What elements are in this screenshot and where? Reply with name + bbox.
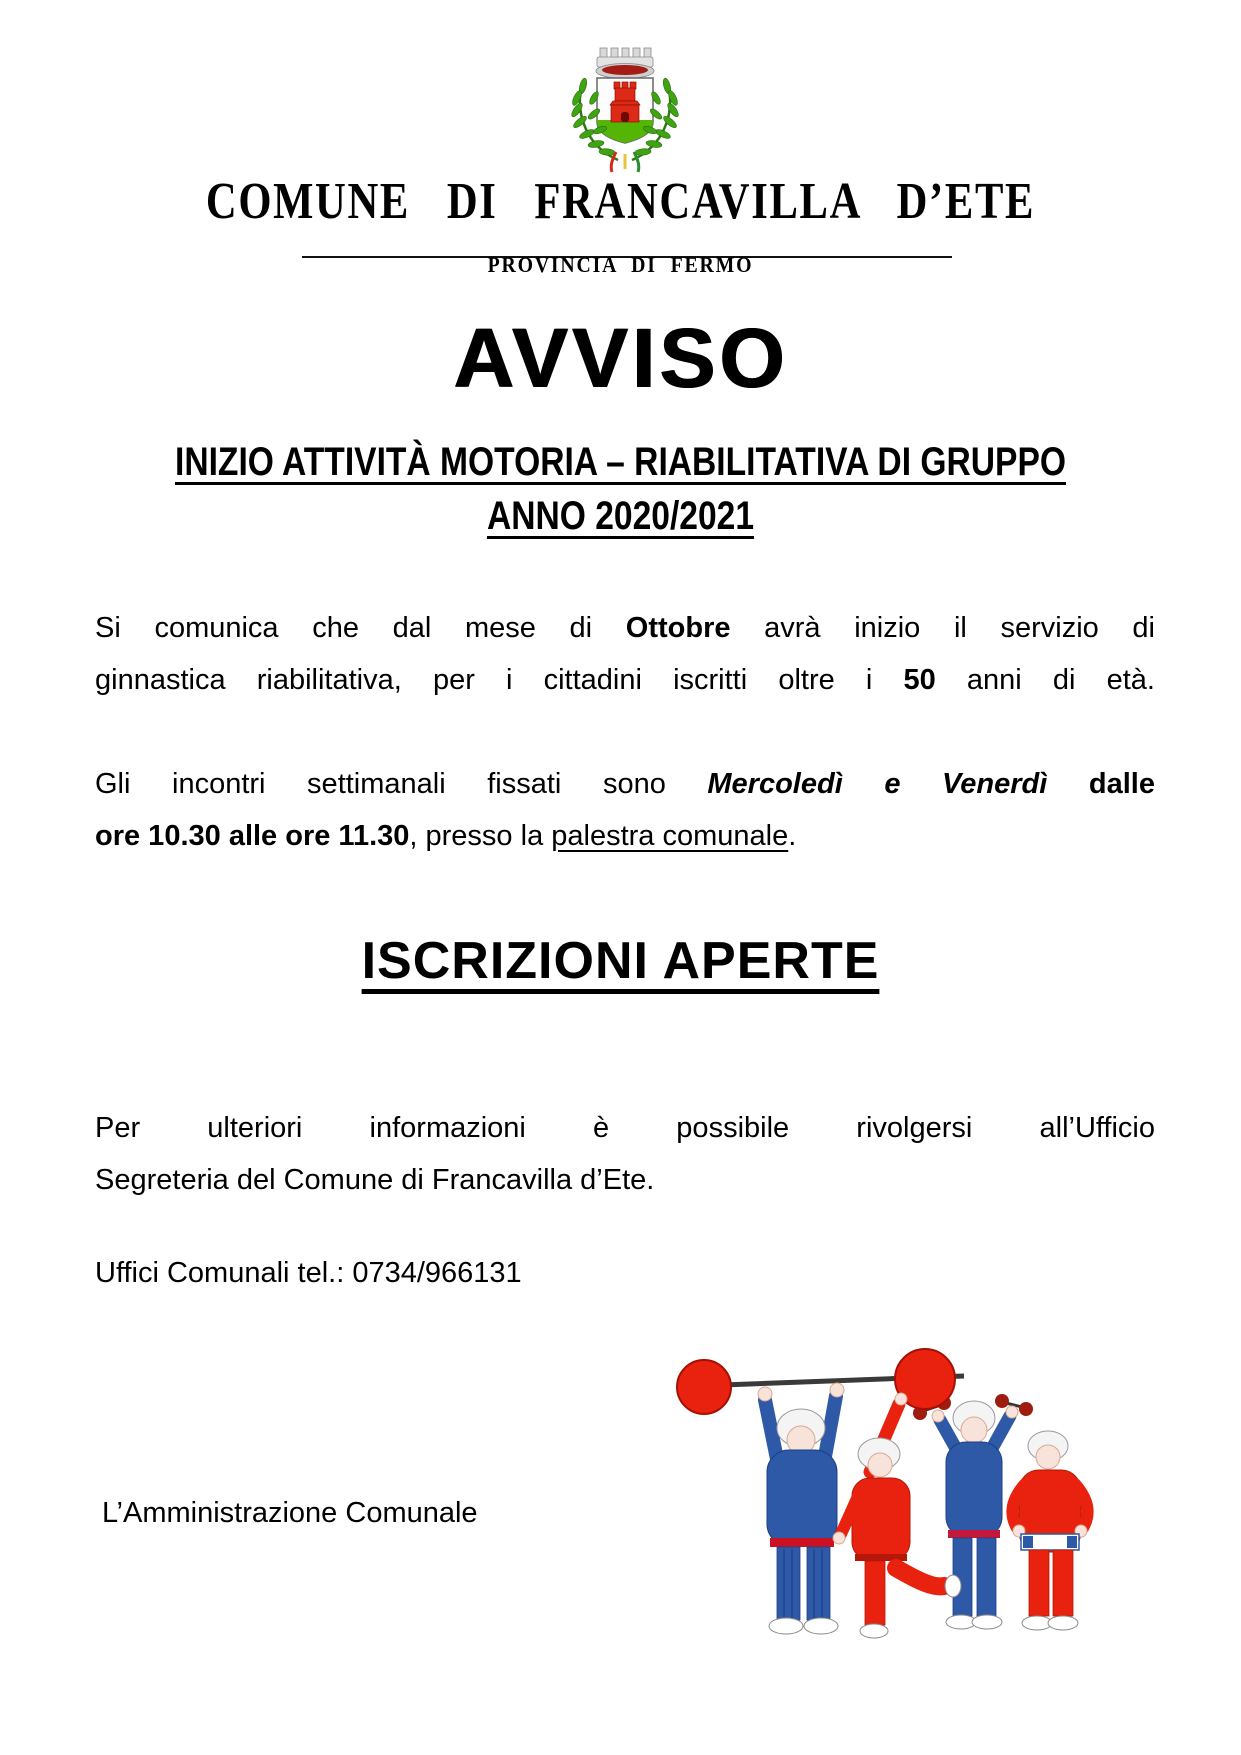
- paragraph-info: [95, 1102, 1155, 1206]
- signature: L’Amministrazione Comunale: [102, 1497, 478, 1529]
- paragraph-line: Per ulteriori informazioni è possibile rivolgersi all’Ufficio: [95, 1112, 1155, 1144]
- man-lifting-barbell: [758, 1383, 844, 1634]
- ribbon-icon: [611, 152, 639, 172]
- paragraph-line: [95, 602, 1155, 654]
- notice-title: AVVISO: [452, 311, 789, 405]
- text-segment: anni di età.: [935, 664, 1155, 696]
- phone-line: Uffici Comunali tel.: 0734/966131: [95, 1257, 522, 1289]
- barbell-icon: [677, 1349, 964, 1414]
- text-segment: Gli incontri settimanali fissati sono: [95, 768, 708, 800]
- paragraph-line: [95, 758, 1155, 810]
- notice-subtitle-line1: INIZIO ATTIVITÀ MOTORIA – RIABILITATIVA DI GRUPPO: [174, 440, 1067, 484]
- registrations-open-text: ISCRIZIONI APERTE: [361, 932, 880, 990]
- text-segment: Si comunica che dal mese di: [95, 612, 626, 644]
- seniors-exercising-icon: [672, 1342, 1127, 1654]
- paragraph-schedule: [95, 758, 1155, 862]
- paragraph-service-start: [95, 602, 1155, 706]
- bold-text-segment: dalle: [1047, 768, 1155, 800]
- bold-italic-text-segment: Mercoledì e Venerdì: [707, 768, 1048, 800]
- underlined-text-segment: palestra comunale: [551, 820, 789, 852]
- text-segment: avrà inizio il servizio di: [730, 612, 1156, 644]
- shield-icon: [597, 78, 653, 143]
- crown-icon: [596, 48, 654, 79]
- woman-with-belt: [1012, 1431, 1087, 1630]
- paragraph-line: [95, 810, 1155, 862]
- province-label: PROVINCIA DI FERMO: [487, 252, 754, 277]
- bold-text-segment: ore 10.30 alle ore 11.30: [95, 820, 410, 852]
- text-segment: ginnastica riabilitativa, per i cittadini iscritti oltre i: [95, 664, 904, 696]
- bold-text-segment: 50: [903, 664, 936, 696]
- registrations-open-banner: [0, 931, 1241, 991]
- text-segment: .: [788, 820, 797, 852]
- coat-of-arms-icon: [550, 40, 700, 185]
- text-segment: , presso la: [409, 820, 552, 852]
- bold-text-segment: Ottobre: [625, 612, 731, 644]
- notice-subtitle-line2: ANNO 2020/2021: [486, 494, 755, 538]
- paragraph-line: Segreteria del Comune di Francavilla d’Ete.: [95, 1164, 655, 1196]
- paragraph-line: [95, 654, 1155, 706]
- municipality-name: COMUNE DI FRANCAVILLA D’ETE: [205, 173, 1036, 230]
- tower-icon: [610, 82, 640, 122]
